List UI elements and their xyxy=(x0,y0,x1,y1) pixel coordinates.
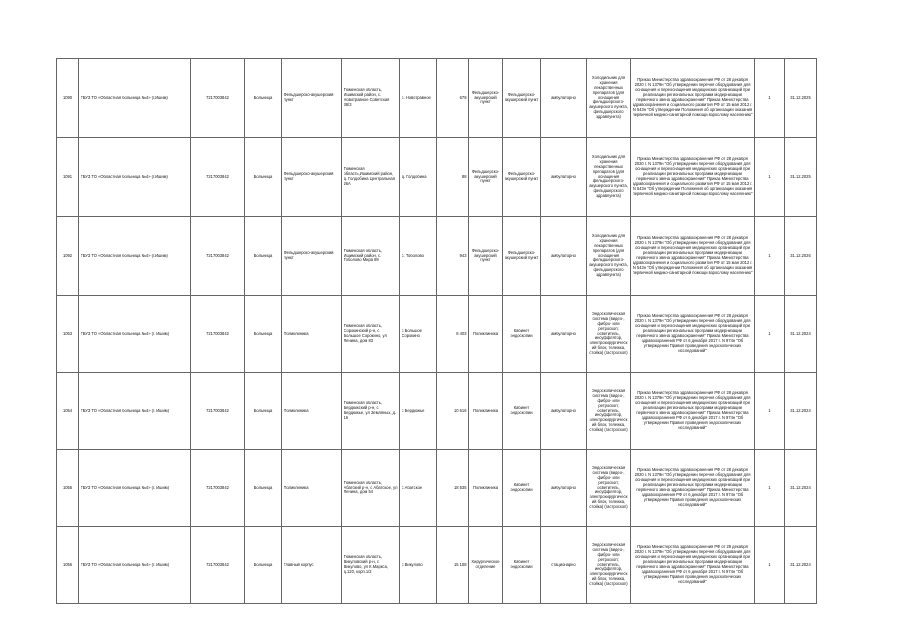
cell-text: Больница xyxy=(253,174,273,179)
cell-population xyxy=(437,373,469,450)
cell-text: Тюменская область, Абатский р-н, с Абатское, ул Ленина, дом 54 xyxy=(343,480,398,495)
cell-equipment xyxy=(587,373,631,450)
cell-text: ГБУЗ ТО «Областная больница №4» (г.Ишим) xyxy=(80,253,168,258)
cell-text: 1054 xyxy=(62,408,73,413)
cell-text: Больница xyxy=(253,331,273,336)
cell-text: с Большое Сорокино xyxy=(401,329,422,338)
cell-profile xyxy=(469,217,503,296)
cell-text: Холодильник для хранения лекарственных препаратов (для оснащения фельдшерского-акушерского пункта, фельдшерского здравпункта) xyxy=(589,75,628,120)
cell-num xyxy=(57,138,79,217)
cell-text: 88 xyxy=(461,174,467,179)
cell-text: Тюменская область, Сорокинский р-н, с Большое Сорокино, ул Ленина, дом 83 xyxy=(343,324,387,343)
cell-text: 7217003842 xyxy=(206,485,229,490)
cell-text: Поликлиника xyxy=(283,408,309,413)
cell-text: Фельдшерско-акушерский пункт xyxy=(471,248,500,263)
cell-normative xyxy=(631,373,755,450)
cell-org xyxy=(79,59,191,138)
cell-population xyxy=(437,527,469,604)
cell-num xyxy=(57,59,79,138)
cell-room xyxy=(503,373,541,450)
cell-text: Больница xyxy=(253,95,273,100)
cell-text: Больница xyxy=(253,253,273,258)
cell-text: Поликлиника xyxy=(472,485,499,490)
cell-text: 18 535 xyxy=(453,485,467,490)
cell-room xyxy=(503,217,541,296)
cell-text: 1 xyxy=(768,485,771,490)
cell-text: с Абатское xyxy=(401,485,423,490)
cell-text: ГБУЗ ТО «Областная больница №4» (г. Ишим) xyxy=(80,331,169,336)
cell-text: 31.12.2024 xyxy=(790,485,811,490)
cell-text: Тюменская область, Викуловский р-н, с Викулово, ул К.Маркса, д.120, корп.1/2 xyxy=(343,555,389,574)
cell-normative xyxy=(631,217,755,296)
cell-text: 1056 xyxy=(62,562,73,567)
cell-profile xyxy=(469,527,503,604)
cell-text: Эндоскопическая система (видео-, фибро- или ретроскоп; осветитель, инсуффлятор, электрохирургический блок, тележка, стойка) (гастроскоп) xyxy=(589,542,628,587)
cell-profile xyxy=(469,373,503,450)
cell-num xyxy=(57,217,79,296)
cell-date xyxy=(785,450,817,527)
table-row xyxy=(57,217,817,296)
cell-inn xyxy=(191,373,245,450)
cell-text: ГБУЗ ТО «Областная больница №4» (г. Ишим) xyxy=(80,562,169,567)
cell-text: амбулаторно xyxy=(551,408,576,413)
cell-text: Тюменская область,Ишимский район, д. Голдобина Центральная 26А xyxy=(343,167,395,186)
cell-care xyxy=(541,527,587,604)
cell-text: Больница xyxy=(253,408,273,413)
cell-text: ГБУЗ ТО «Областная больница №4» (г. Ишим) xyxy=(80,485,169,490)
cell-text: Эндоскопическая система (видео-, фибро- или ретроскоп; осветитель, инсуффлятор, электрохирургический блок, тележка, стойка) (гастроскоп) xyxy=(589,388,628,433)
cell-normative xyxy=(631,450,755,527)
cell-text: 1091 xyxy=(62,174,73,179)
cell-date xyxy=(785,296,817,373)
cell-num xyxy=(57,450,79,527)
cell-text: Фельдшерско-акушерский пункт xyxy=(504,251,539,260)
cell-subdivision xyxy=(282,450,342,527)
cell-address xyxy=(342,373,400,450)
cell-text: 10 616 xyxy=(453,408,467,413)
cell-text: ГБУЗ ТО «Областная больница №4» (г. Ишим) xyxy=(80,408,169,413)
cell-text: Тюменская область, Ишимский район, с. Тоболово Мира 89 xyxy=(343,248,383,263)
cell-text: д. Голдобина xyxy=(401,174,427,179)
cell-text: Фельдшерско-акушерский пункт xyxy=(283,251,334,260)
cell-text: с Бердюжье xyxy=(401,408,425,413)
cell-profile xyxy=(469,296,503,373)
cell-text: Эндоскопическая система (видео-, фибро- или ретроскоп; осветитель, инсуффлятор, электрохирургический блок, тележка, стойка) (гастроскоп) xyxy=(589,311,628,356)
cell-date xyxy=(785,217,817,296)
cell-qty xyxy=(755,450,785,527)
cell-date xyxy=(785,373,817,450)
cell-text: 31.12.2026 xyxy=(790,253,811,258)
cell-inn xyxy=(191,527,245,604)
cell-text: 31.12.2025 xyxy=(790,174,811,179)
cell-text: Тюменская область, Ишимский район, с. Новотравное Советская 38/3 xyxy=(343,88,390,107)
cell-settlement xyxy=(400,138,437,217)
cell-subdivision xyxy=(282,59,342,138)
cell-text: амбулаторно xyxy=(551,253,576,258)
cell-org xyxy=(79,138,191,217)
cell-text: 7217003842 xyxy=(206,95,229,100)
cell-text: 31.12.2024 xyxy=(790,562,811,567)
cell-inn xyxy=(191,59,245,138)
cell-text: с. Тоболово xyxy=(401,253,424,258)
cell-text: 1 xyxy=(768,174,771,179)
cell-text: Фельдшерско-акушерский пункт xyxy=(283,172,334,181)
cell-population xyxy=(437,450,469,527)
cell-profile xyxy=(469,138,503,217)
cell-address xyxy=(342,138,400,217)
cell-text: 1 xyxy=(768,253,771,258)
cell-settlement xyxy=(400,450,437,527)
cell-text: Тюменская область, Бердюжский р-н, с Бердюжье, ул Земляных, д. 16 xyxy=(343,401,397,420)
cell-text: 1090 xyxy=(62,95,73,100)
cell-text: Кабинет эндоскопии xyxy=(510,329,533,338)
cell-care xyxy=(541,296,587,373)
cell-text: Приказ Министерства здравоохранения РФ от 28 декабря 2020 г. N 1379н "Об утверждении перечня оборудования для оснащения и переоснащения медицинских организаций при реализации региональных программ модернизации первичного звена здравоохранения" Приказ Министерства здравоохранения РФ от 6 декабря 2017 г. N 974н "Об утверждении Правил проведения эндоскопических исследований" xyxy=(634,314,751,353)
cell-profile xyxy=(469,450,503,527)
cell-text: 8 403 xyxy=(456,331,467,336)
cell-settlement xyxy=(400,217,437,296)
cell-text: Больница xyxy=(253,485,273,490)
cell-num xyxy=(57,527,79,604)
cell-text: ГБУЗ ТО «Областная больница №4» (г.Ишим) xyxy=(80,174,168,179)
cell-text: Холодильник для хранения лекарственных препаратов (для оснащения фельдшерского-акушерского пункта, фельдшерского здравпункта) xyxy=(589,233,628,278)
cell-text: Приказ Министерства здравоохранения РФ от 28 декабря 2020 г. N 1379н "Об утверждении перечня оборудования для оснащения и переоснащения медицинских организаций при реализации региональных программ модернизации первичного звена здравоохранения" Приказ Министерства здравоохранения РФ от 6 декабря 2017 г. N 974н "Об утверждении Правил проведения эндоскопических исследований" xyxy=(634,468,751,507)
cell-org xyxy=(79,450,191,527)
cell-inn xyxy=(191,450,245,527)
cell-text: 7217003842 xyxy=(206,408,229,413)
cell-care xyxy=(541,138,587,217)
cell-type xyxy=(245,138,282,217)
table-row xyxy=(57,59,817,138)
cell-inn xyxy=(191,296,245,373)
table-row xyxy=(57,373,817,450)
cell-type xyxy=(245,373,282,450)
cell-text: Фельдшерско-акушерский пункт xyxy=(504,172,539,181)
cell-inn xyxy=(191,138,245,217)
cell-room xyxy=(503,450,541,527)
cell-text: 31.12.2024 xyxy=(790,331,811,336)
cell-date xyxy=(785,59,817,138)
cell-equipment xyxy=(587,450,631,527)
cell-population xyxy=(437,296,469,373)
table-row xyxy=(57,296,817,373)
cell-text: Фельдшерско-акушерский пункт xyxy=(471,169,500,184)
cell-subdivision xyxy=(282,373,342,450)
cell-type xyxy=(245,450,282,527)
cell-text: с Викулово xyxy=(401,562,423,567)
cell-text: Поликлиника xyxy=(472,408,499,413)
cell-org xyxy=(79,217,191,296)
cell-text: Кабинет эндоскопии xyxy=(510,483,533,492)
cell-normative xyxy=(631,296,755,373)
cell-org xyxy=(79,373,191,450)
cell-type xyxy=(245,59,282,138)
cell-population xyxy=(437,59,469,138)
cell-subdivision xyxy=(282,527,342,604)
cell-text: 7217003842 xyxy=(206,562,229,567)
cell-text: Поликлиника xyxy=(472,331,499,336)
cell-text: Эндоскопическая система (видео-, фибро- или ретроскоп; осветитель, инсуффлятор, электрохирургический блок, тележка, стойка) (гастроскоп) xyxy=(589,465,628,510)
cell-normative xyxy=(631,138,755,217)
table-row xyxy=(57,527,817,604)
table-row xyxy=(57,450,817,527)
equipment-table xyxy=(56,58,817,604)
cell-type xyxy=(245,527,282,604)
cell-text: 7217003842 xyxy=(206,253,229,258)
cell-text: Приказ Министерства здравоохранения РФ от 28 декабря 2020 г. N 1379н "Об утверждении перечня оборудования для оснащения и переоснащения медицинских организаций при реализации региональных программ модернизации первичного звена здравоохранения" Приказ Министерства здравоохранения и социального развития РФ от 15 мая 2012 г. N 543н "Об утверждении Положения об организации оказания первичной медико-санитарной помощи взрослому населению" xyxy=(632,157,753,196)
cell-text: 679 xyxy=(459,95,467,100)
cell-text: Главный корпус xyxy=(283,562,314,567)
cell-text: 1 xyxy=(768,408,771,413)
cell-text: ГБУЗ ТО «Областная больница №4» (г.Ишим) xyxy=(80,95,168,100)
cell-equipment xyxy=(587,217,631,296)
cell-inn xyxy=(191,217,245,296)
cell-qty xyxy=(755,527,785,604)
cell-text: 7217003842 xyxy=(206,331,229,336)
cell-room xyxy=(503,296,541,373)
cell-text: 31.12.2024 xyxy=(790,408,811,413)
cell-settlement xyxy=(400,59,437,138)
cell-type xyxy=(245,217,282,296)
cell-text: Кабинет эндоскопии xyxy=(510,560,533,569)
cell-subdivision xyxy=(282,217,342,296)
cell-normative xyxy=(631,59,755,138)
cell-address xyxy=(342,59,400,138)
cell-text: 15 108 xyxy=(453,562,467,567)
cell-date xyxy=(785,138,817,217)
cell-profile xyxy=(469,59,503,138)
cell-text: амбулаторно xyxy=(551,331,576,336)
cell-care xyxy=(541,450,587,527)
cell-room xyxy=(503,138,541,217)
cell-care xyxy=(541,59,587,138)
cell-text: стационарно xyxy=(551,562,576,567)
cell-text: Фельдшерско-акушерский пункт xyxy=(283,93,334,102)
cell-qty xyxy=(755,217,785,296)
cell-room xyxy=(503,59,541,138)
cell-text: Хирургическое отделение xyxy=(471,560,500,569)
cell-text: Кабинет эндоскопии xyxy=(510,406,533,415)
cell-qty xyxy=(755,59,785,138)
cell-text: Поликлиника xyxy=(283,331,309,336)
cell-text: 1 xyxy=(768,95,771,100)
cell-qty xyxy=(755,296,785,373)
cell-text: Фельдшерско-акушерский пункт xyxy=(471,90,500,105)
cell-room xyxy=(503,527,541,604)
table-row xyxy=(57,138,817,217)
cell-address xyxy=(342,296,400,373)
cell-equipment xyxy=(587,296,631,373)
cell-text: Приказ Министерства здравоохранения РФ от 28 декабря 2020 г. N 1379н "Об утверждении перечня оборудования для оснащения и переоснащения медицинских организаций при реализации региональных программ модернизации первичного звена здравоохранения" Приказ Министерства здравоохранения РФ от 6 декабря 2017 г. N 974н "Об утверждении Правил проведения эндоскопических исследований" xyxy=(634,391,751,430)
cell-text: Приказ Министерства здравоохранения РФ от 28 декабря 2020 г. N 1379н "Об утверждении перечня оборудования для оснащения и переоснащения медицинских организаций при реализации региональных программ модернизации первичного звена здравоохранения" Приказ Министерства здравоохранения РФ от 6 декабря 2017 г. N 974н "Об утверждении Правил проведения эндоскопических исследований" xyxy=(634,545,751,584)
cell-qty xyxy=(755,373,785,450)
cell-care xyxy=(541,217,587,296)
cell-text: Приказ Министерства здравоохранения РФ от 28 декабря 2020 г. N 1379н "Об утверждении перечня оборудования для оснащения и переоснащения медицинских организаций при реализации региональных программ модернизации первичного звена здравоохранения" Приказ Министерства здравоохранения и социального развития РФ от 15 мая 2012 г. N 543н "Об утверждении Положения об организации оказания первичной медико-санитарной помощи взрослому населению" xyxy=(632,78,753,117)
cell-text: 1053 xyxy=(62,331,73,336)
cell-address xyxy=(342,450,400,527)
cell-settlement xyxy=(400,527,437,604)
cell-equipment xyxy=(587,138,631,217)
cell-text: 1092 xyxy=(62,253,73,258)
cell-population xyxy=(437,138,469,217)
cell-text: 7217003842 xyxy=(206,174,229,179)
cell-normative xyxy=(631,527,755,604)
cell-date xyxy=(785,527,817,604)
cell-org xyxy=(79,296,191,373)
cell-equipment xyxy=(587,527,631,604)
cell-text: Фельдшерско-акушерский пункт xyxy=(504,93,539,102)
cell-text: с. Новотравное xyxy=(401,95,431,100)
cell-settlement xyxy=(400,373,437,450)
cell-text: амбулаторно xyxy=(551,95,576,100)
cell-qty xyxy=(755,138,785,217)
cell-text: 1 xyxy=(768,562,771,567)
cell-text: амбулаторно xyxy=(551,485,576,490)
cell-text: 31.12.2025 xyxy=(790,95,811,100)
cell-care xyxy=(541,373,587,450)
cell-text: 943 xyxy=(459,253,467,258)
cell-text: Больница xyxy=(253,562,273,567)
cell-text: Приказ Министерства здравоохранения РФ от 28 декабря 2020 г. N 1379н "Об утверждении перечня оборудования для оснащения и переоснащения медицинских организаций при реализации региональных программ модернизации первичного звена здравоохранения" Приказ Министерства здравоохранения и социального развития РФ от 15 мая 2012 г. N 543н "Об утверждении Положения об организации оказания первичной медико-санитарной помощи взрослому населению" xyxy=(632,236,753,275)
cell-org xyxy=(79,527,191,604)
cell-subdivision xyxy=(282,296,342,373)
cell-subdivision xyxy=(282,138,342,217)
cell-text: Поликлиника xyxy=(283,485,309,490)
cell-num xyxy=(57,373,79,450)
cell-text: Холодильник для хранения лекарственных препаратов (для оснащения фельдшерского-акушерского пункта, фельдшерского здравпункта) xyxy=(589,154,628,199)
cell-text: 1 xyxy=(768,331,771,336)
cell-address xyxy=(342,217,400,296)
cell-num xyxy=(57,296,79,373)
cell-text: 1055 xyxy=(62,485,73,490)
cell-equipment xyxy=(587,59,631,138)
cell-text: амбулаторно xyxy=(551,174,576,179)
cell-settlement xyxy=(400,296,437,373)
cell-type xyxy=(245,296,282,373)
cell-address xyxy=(342,527,400,604)
cell-population xyxy=(437,217,469,296)
